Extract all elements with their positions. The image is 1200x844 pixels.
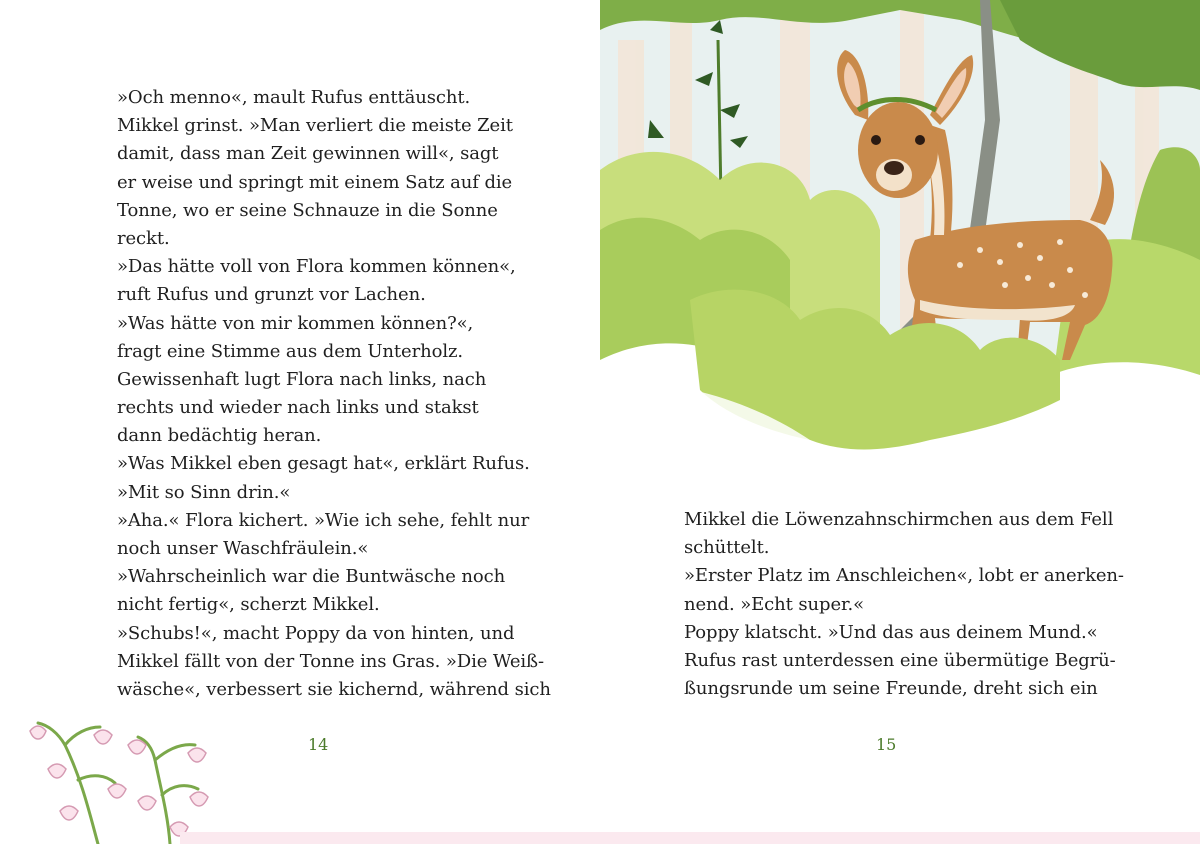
text-line: dann bedächtig heran. — [117, 425, 322, 447]
text-line: »Erster Platz im Anschleichen«, lobt er anerken- — [684, 565, 1124, 587]
text-line: noch unser Waschfräulein.« — [117, 538, 369, 559]
fawn-illustration — [600, 0, 1200, 470]
lily-of-the-valley-decoration — [20, 705, 230, 844]
text-line: schüttelt. — [684, 537, 770, 559]
page-number: 15 — [876, 735, 897, 754]
text-line: Mikkel fällt von der Tonne ins Gras. »Die Weiß- — [117, 650, 544, 672]
text-line: nend. »Echt super.« — [684, 593, 865, 615]
text-line: »Mit so Sinn drin.« — [117, 481, 291, 503]
text-line: er weise und springt mit einem Satz auf die — [117, 171, 513, 193]
right-page — [600, 0, 1200, 844]
text-line: Rufus rast unterdessen eine übermütige Begrü- — [684, 649, 1116, 671]
text-line: »Wahrscheinlich war die Buntwäsche noch — [117, 566, 506, 588]
text-line: damit, dass man Zeit gewinnen will«, sagt — [117, 143, 499, 165]
text-line: »Schubs!«, macht Poppy da von hinten, und — [117, 622, 515, 644]
text-line: Mikkel die Löwenzahnschirmchen aus dem Fell — [684, 509, 1114, 530]
page-number: 14 — [308, 735, 329, 754]
text-line: Gewissenhaft lugt Flora nach links, nach — [117, 368, 487, 390]
left-page-text — [117, 84, 551, 704]
text-line: rechts und wieder nach links und stakst — [117, 397, 479, 419]
text-line: ruft Rufus und grunzt vor Lachen. — [117, 284, 426, 306]
text-line: Poppy klatscht. »Und das aus deinem Mund.« — [684, 621, 1098, 643]
text-line: reckt. — [117, 227, 170, 249]
text-line: wäsche«, verbessert sie kichernd, während sich — [117, 678, 551, 700]
text-line: »Aha.« Flora kichert. »Wie ich sehe, fehlt nur — [117, 509, 530, 531]
text-line: nicht fertig«, scherzt Mikkel. — [117, 594, 380, 616]
bottom-decorative-band — [180, 832, 1200, 844]
text-line: »Was Mikkel eben gesagt hat«, erklärt Rufus. — [117, 453, 530, 475]
text-line: ßungsrunde um seine Freunde, dreht sich ein — [684, 678, 1098, 700]
text-line: Tonne, wo er seine Schnauze in die Sonne — [117, 199, 498, 221]
text-line: »Das hätte voll von Flora kommen können«, — [117, 256, 516, 278]
text-line: fragt eine Stimme aus dem Unterholz. — [117, 340, 463, 362]
text-line: »Och menno«, mault Rufus enttäuscht. — [117, 87, 471, 108]
right-page-text — [684, 506, 1124, 703]
text-line: »Was hätte von mir kommen können?«, — [117, 312, 474, 334]
text-line: Mikkel grinst. »Man verliert die meiste Zeit — [117, 115, 513, 137]
